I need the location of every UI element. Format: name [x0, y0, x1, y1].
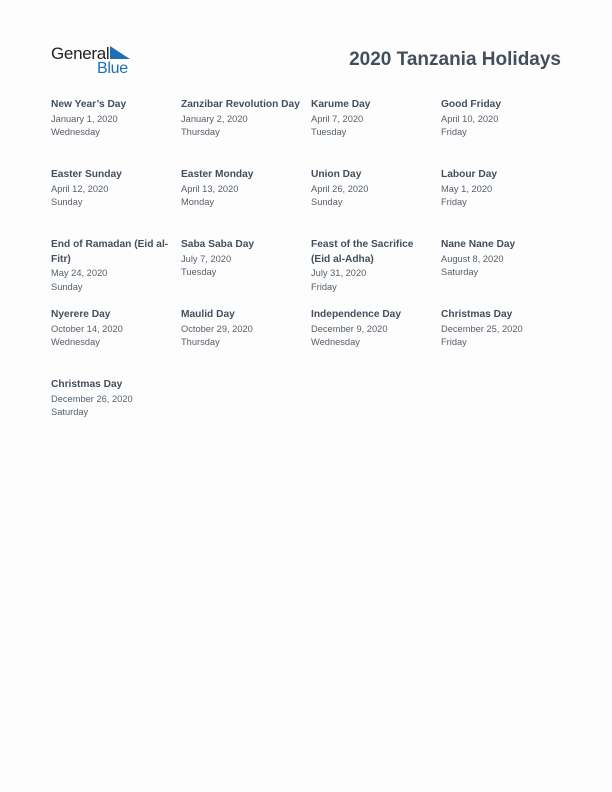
holiday-name: New Year’s Day: [51, 99, 127, 110]
holiday-weekday: Wednesday: [51, 337, 100, 347]
holiday-date: May 24, 2020: [51, 268, 108, 278]
logo: [51, 44, 133, 78]
holiday-weekday: Thursday: [181, 127, 220, 137]
holiday-weekday: Saturday: [51, 407, 89, 417]
holiday-name: Zanzibar Revolution Day: [181, 99, 300, 110]
holiday-weekday: Sunday: [311, 197, 343, 207]
holiday-date: April 7, 2020: [311, 113, 364, 124]
holiday-weekday: Tuesday: [311, 127, 347, 137]
holiday-weekday: Thursday: [181, 337, 220, 347]
holiday-date: August 8, 2020: [441, 253, 504, 264]
holiday-name: Independence Day: [311, 309, 402, 320]
holiday-weekday: Sunday: [51, 197, 83, 207]
holiday-weekday: Monday: [181, 197, 215, 207]
holiday-weekday: Wednesday: [51, 127, 100, 137]
holiday-date: April 12, 2020: [51, 183, 109, 194]
holiday-item: [441, 308, 571, 378]
holiday-item: [181, 238, 311, 308]
holiday-date: January 2, 2020: [181, 113, 248, 124]
holiday-weekday: Friday: [311, 281, 337, 292]
holiday-date: April 10, 2020: [441, 113, 499, 124]
page-title: 2020 Tanzania Holidays: [349, 49, 561, 70]
holiday-weekday: Tuesday: [181, 267, 217, 277]
holiday-date: April 13, 2020: [181, 183, 239, 194]
holiday-name: Good Friday: [441, 99, 501, 110]
holiday-date: December 9, 2020: [311, 323, 388, 334]
holiday-item: [51, 168, 181, 238]
holiday-item: [51, 378, 181, 448]
holiday-weekday: Friday: [441, 197, 467, 207]
holiday-item: [181, 168, 311, 238]
holiday-date: July 7, 2020: [181, 253, 232, 264]
holiday-name: Easter Monday: [181, 169, 254, 180]
holiday-item: [181, 308, 311, 378]
holiday-name: Nane Nane Day: [441, 239, 516, 250]
holiday-weekday: Saturday: [441, 267, 479, 277]
holiday-name: Feast of the Sacrifice (Eid al-Adha): [311, 239, 414, 265]
holiday-name: End of Ramadan (Eid al-Fitr): [51, 239, 169, 265]
holiday-date: December 26, 2020: [51, 393, 133, 404]
holiday-name: Union Day: [311, 169, 362, 180]
holiday-date: December 25, 2020: [441, 323, 523, 334]
holiday-date: October 14, 2020: [51, 323, 123, 334]
holiday-name: Christmas Day: [441, 309, 513, 320]
holiday-date: May 1, 2020: [441, 183, 493, 194]
holiday-item: [441, 238, 571, 308]
holiday-date: October 29, 2020: [181, 323, 253, 334]
holiday-item: [311, 168, 441, 238]
holiday-name: Labour Day: [441, 169, 498, 180]
holiday-name: Christmas Day: [51, 379, 123, 390]
holiday-name: Nyerere Day: [51, 309, 111, 320]
holiday-date: January 1, 2020: [51, 113, 118, 124]
holiday-weekday: Friday: [441, 127, 467, 137]
holiday-item: [311, 238, 441, 308]
logo-text-general: General: [51, 44, 110, 63]
holiday-item: [51, 238, 181, 308]
holiday-name: Karume Day: [311, 99, 371, 110]
holiday-grid: [51, 98, 571, 448]
logo-text-blue: Blue: [97, 60, 128, 77]
holiday-date: July 31, 2020: [311, 268, 367, 278]
holiday-item: [441, 98, 571, 168]
holiday-weekday: Friday: [441, 337, 467, 347]
holiday-name: Saba Saba Day: [181, 239, 255, 250]
holiday-weekday: Sunday: [51, 281, 83, 292]
holiday-item: [311, 308, 441, 378]
holiday-date: April 26, 2020: [311, 183, 369, 194]
holiday-item: [311, 98, 441, 168]
triangle-flag-icon: [110, 46, 130, 60]
holiday-item: [441, 168, 571, 238]
holiday-weekday: Wednesday: [311, 337, 360, 347]
holiday-item: [51, 308, 181, 378]
holiday-item: [181, 98, 311, 168]
holiday-item: [51, 98, 181, 168]
holiday-name: Easter Sunday: [51, 169, 122, 180]
holiday-name: Maulid Day: [181, 309, 235, 320]
